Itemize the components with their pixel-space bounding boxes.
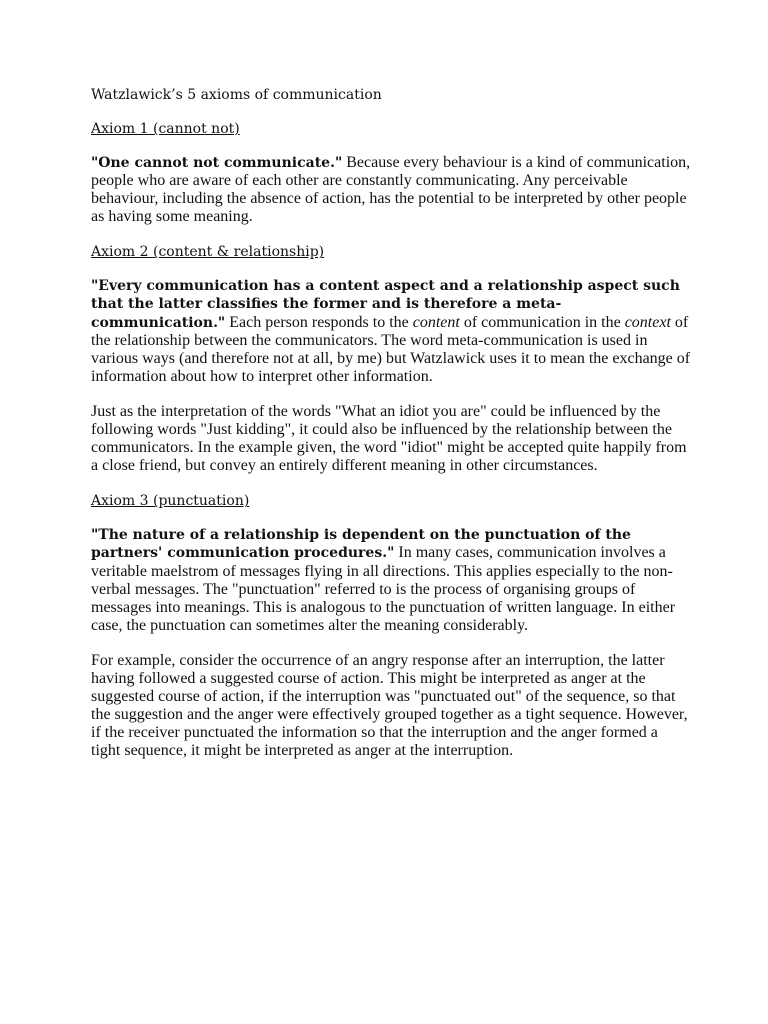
axiom-1-paragraph [91, 154, 691, 226]
document-title: Watzlawick’s 5 axioms of communication [91, 87, 382, 103]
axiom-2-paragraph-1 [91, 277, 691, 386]
axiom-2-context-term: context [624, 313, 671, 331]
axiom-2-text-a: Each person responds to the [225, 313, 413, 331]
axiom-1-quote: "One cannot not communicate." [91, 155, 343, 171]
axiom-1-heading: Axiom 1 (cannot not) [91, 121, 240, 137]
axiom-2-text-b: of communication in the [459, 313, 625, 331]
axiom-3-text: In many cases, communication involves a veritable maelstrom of messages flying in all directions. This applies especially to the non-verbal messages. The "punctuation" referred to is the process of organising groups of messages into meanings. This is analogous to the punctuation of written language. In either case, the punctuation can sometimes alter the meaning considerably. [91, 544, 676, 634]
axiom-2-heading: Axiom 2 (content & relationship) [91, 244, 325, 261]
axiom-3-quote: "The nature of a relationship is dependent on the punctuation of the partners' communication procedures." [91, 527, 631, 562]
axiom-2-quote: "Every communication has a content aspect and a relationship aspect such that the latter classifies the former and is therefore a meta-communication." [91, 278, 680, 331]
axiom-2-content-term: content [412, 313, 460, 331]
axiom-2-paragraph-2: Just as the interpretation of the words "What an idiot you are" could be influenced by the following words "Just kidding", it could also be influenced by the relationship between the communicators. In the example given, the word "idiot" might be accepted quite happily from a close friend, but convey an entirely different meaning in other circumstances. [91, 402, 687, 475]
axiom-3-paragraph-2: For example, consider the occurrence of an angry response after an interruption, the latter having followed a suggested course of action. This might be interpreted as anger at the suggested course of action, if the interruption was "punctuated out" of the sequence, so that the suggestion and the anger were effectively grouped together as a tight sequence. However, if the receiver punctuated the information so that the interruption and the anger formed a tight sequence, it might be interpreted as anger at the interruption. [91, 651, 688, 760]
axiom-3-paragraph-1 [91, 526, 691, 635]
axiom-3-heading: Axiom 3 (punctuation) [91, 493, 250, 510]
axiom-2-text-c: of the relationship between the communicators. The word meta-communication is used in various ways (and therefore not at all, by me) but Watzlawick uses it to mean the exchange of information about how to interpret other information. [91, 313, 691, 385]
axiom-1-text: Because every behaviour is a kind of communication, people who are aware of each other are constantly communicating. Any perceivable behaviour, including the absence of action, has the potential to be interpreted by other people as having some meaning. [91, 154, 691, 226]
